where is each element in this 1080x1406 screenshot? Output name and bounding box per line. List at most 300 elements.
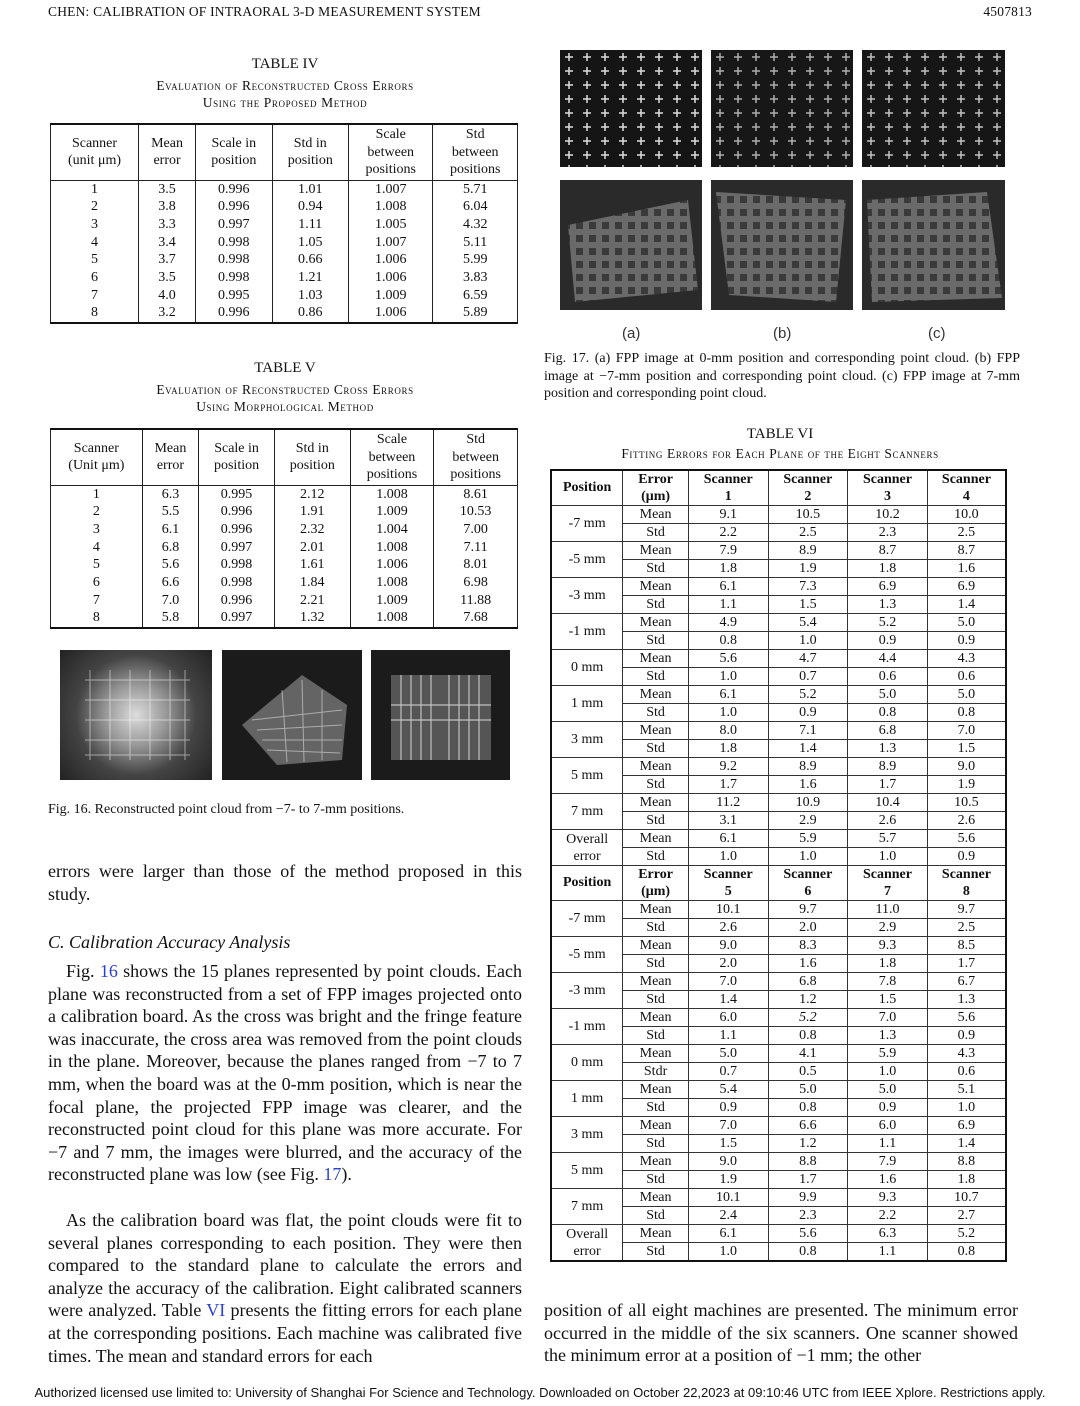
table-cell: 0.998 bbox=[199, 574, 275, 592]
table-cell: 1 bbox=[51, 180, 139, 198]
table-cell: 5.5 bbox=[142, 503, 199, 521]
table-cell: 5 bbox=[51, 556, 143, 574]
table-cell: 6.8 bbox=[768, 973, 848, 991]
table-cell: 1 bbox=[51, 485, 143, 503]
table-row bbox=[51, 251, 518, 269]
table-cell: 0.8 bbox=[927, 704, 1006, 722]
column-header-line: Std in bbox=[293, 135, 327, 151]
table-cell: 1.3 bbox=[848, 1027, 928, 1045]
scanner-header bbox=[848, 866, 928, 901]
table-cell: 11.0 bbox=[848, 901, 928, 919]
table-cell: 1.1 bbox=[688, 1027, 768, 1045]
table-cell: 8.9 bbox=[768, 758, 848, 776]
table-cell: 2.12 bbox=[274, 485, 350, 503]
fig17-caption: Fig. 17. (a) FPP image at 0-mm position and corresponding point cloud. (b) FPP image at −7-mm position and corresponding point cloud. (c) FPP image at 7-mm position and corresponding point cloud. bbox=[544, 351, 1020, 401]
table-cell: 5.2 bbox=[848, 614, 928, 632]
stat-label-cell: Std bbox=[623, 1243, 689, 1262]
table-cell: 8.9 bbox=[768, 542, 848, 560]
table-cell: 1.2 bbox=[768, 1135, 848, 1153]
table-cell: 6.8 bbox=[848, 722, 928, 740]
column-header-line: Std bbox=[465, 127, 485, 142]
column-header-line: between bbox=[367, 144, 415, 160]
stat-label-cell: Mean bbox=[623, 794, 689, 812]
stat-label-cell: Std bbox=[623, 848, 689, 866]
table-cell: 0.7 bbox=[688, 1063, 768, 1081]
position-cell: -1 mm bbox=[551, 1009, 623, 1045]
table-cell: 9.9 bbox=[768, 1189, 848, 1207]
column-header-line: position bbox=[289, 458, 335, 474]
table-cell: 7 bbox=[51, 592, 143, 610]
stat-label-cell: Mean bbox=[623, 542, 689, 560]
table-cell: 8.8 bbox=[927, 1153, 1006, 1171]
table-cell: 1.84 bbox=[274, 574, 350, 592]
position-cell: 5 mm bbox=[551, 758, 623, 794]
column-header-line: positions bbox=[449, 162, 501, 177]
table-row bbox=[51, 234, 518, 252]
table-cell: 6.8 bbox=[142, 539, 199, 557]
table-cell: 0.6 bbox=[848, 668, 928, 686]
table-cell: 5.7 bbox=[848, 830, 928, 848]
error-header bbox=[623, 470, 689, 506]
stat-label-cell: Std bbox=[623, 668, 689, 686]
table-cell: 1.6 bbox=[848, 1171, 928, 1189]
table-cell: 1.007 bbox=[349, 234, 433, 252]
table-cell: 6.3 bbox=[848, 1225, 928, 1243]
table-row bbox=[51, 485, 518, 503]
table-cell: 1.0 bbox=[848, 848, 928, 866]
table-cell: 1.009 bbox=[350, 592, 434, 610]
table-cell: 10.5 bbox=[927, 794, 1006, 812]
table-cell: 5.89 bbox=[433, 304, 518, 323]
table-cell: 1.21 bbox=[272, 269, 348, 287]
table6-subtitle: Fitting Errors for Each Plane of the Eight Scanners bbox=[621, 446, 939, 461]
table5-subtitle-1: Evaluation of Reconstructed Cross Errors bbox=[156, 382, 414, 397]
stat-label-cell: Mean bbox=[623, 901, 689, 919]
fig17-reference-link[interactable]: 17 bbox=[323, 1164, 342, 1185]
table-cell: 6.1 bbox=[688, 1225, 768, 1243]
fig17a-fpp-image bbox=[560, 50, 702, 167]
table-cell: 2 bbox=[51, 198, 139, 216]
table-cell: 5.6 bbox=[688, 650, 768, 668]
table-cell: 5.0 bbox=[768, 1081, 848, 1099]
table-cell: 5.6 bbox=[768, 1225, 848, 1243]
table-row bbox=[51, 503, 518, 521]
table-cell: 4.3 bbox=[927, 650, 1006, 668]
table-row bbox=[51, 269, 518, 287]
table-row bbox=[551, 901, 1006, 919]
stat-label-cell: Std bbox=[623, 740, 689, 758]
stat-label-cell: Mean bbox=[623, 937, 689, 955]
stat-label-cell: Mean bbox=[623, 830, 689, 848]
column-header bbox=[349, 124, 433, 180]
table-row bbox=[51, 198, 518, 216]
stat-label-cell: Std bbox=[623, 1027, 689, 1045]
table-cell: 6.6 bbox=[768, 1117, 848, 1135]
error-header bbox=[623, 866, 689, 901]
position-header: Position bbox=[551, 470, 623, 506]
table-cell: 1.4 bbox=[688, 991, 768, 1009]
table-cell: 5.0 bbox=[927, 686, 1006, 704]
table-cell: 0.8 bbox=[768, 1099, 848, 1117]
table-cell: 3.3 bbox=[139, 216, 196, 234]
table-cell: 5.4 bbox=[688, 1081, 768, 1099]
table-cell: 3.8 bbox=[139, 198, 196, 216]
stat-label-cell: Std bbox=[623, 1135, 689, 1153]
table-cell: 6.9 bbox=[927, 578, 1006, 596]
scanner-header bbox=[927, 866, 1006, 901]
table-cell: 1.8 bbox=[688, 740, 768, 758]
table-cell: 6.04 bbox=[433, 198, 518, 216]
table-cell: 1.0 bbox=[768, 848, 848, 866]
table-cell: 0.996 bbox=[199, 503, 275, 521]
table4-title: TABLE IV bbox=[251, 56, 319, 72]
table-row bbox=[551, 1189, 1006, 1207]
column-header-line: Mean bbox=[151, 135, 183, 151]
table-cell: 1.32 bbox=[274, 609, 350, 628]
fig16-image-front-view bbox=[60, 650, 212, 780]
table-cell: 0.8 bbox=[927, 1243, 1006, 1262]
table-cell: 0.995 bbox=[199, 485, 275, 503]
column-header-line: Mean bbox=[154, 440, 187, 456]
table-cell: 1.1 bbox=[848, 1135, 928, 1153]
table-cell: 9.3 bbox=[848, 1189, 928, 1207]
table-cell: 1.11 bbox=[272, 216, 348, 234]
column-header-line: (unit μm) bbox=[68, 153, 121, 169]
table-cell: 1.008 bbox=[350, 574, 434, 592]
column-header-line: positions bbox=[365, 162, 417, 177]
table-cell: 1.006 bbox=[349, 304, 433, 323]
column-header-line: Scale bbox=[375, 127, 406, 142]
scanner-header-line: 6 bbox=[804, 884, 812, 899]
table-row bbox=[51, 574, 518, 592]
stat-label-cell: Std bbox=[623, 812, 689, 830]
column-header-line: Scanner bbox=[73, 440, 119, 456]
table-cell: 5.1 bbox=[927, 1081, 1006, 1099]
table-cell: 5.11 bbox=[433, 234, 518, 252]
scanner-header-line: 2 bbox=[804, 489, 812, 504]
table-cell: 5 bbox=[51, 251, 139, 269]
table-cell: 1.0 bbox=[688, 848, 768, 866]
position-cell: Overall error bbox=[551, 1225, 623, 1262]
table-cell: 0.9 bbox=[927, 848, 1006, 866]
column-header-line: position bbox=[213, 458, 260, 474]
scanner-header bbox=[768, 470, 848, 506]
stat-label-cell: Std bbox=[623, 919, 689, 937]
stat-label-cell: Mean bbox=[623, 1189, 689, 1207]
fig17a-point-cloud bbox=[560, 180, 702, 310]
position-cell: 0 mm bbox=[551, 650, 623, 686]
table-cell: 9.0 bbox=[688, 937, 768, 955]
table-cell: 3.5 bbox=[139, 180, 196, 198]
table-cell: 0.998 bbox=[199, 556, 275, 574]
table-cell: 6.7 bbox=[927, 973, 1006, 991]
table-cell: 3.1 bbox=[688, 812, 768, 830]
table-cell: 5.2 bbox=[768, 1009, 848, 1027]
table-row bbox=[51, 304, 518, 323]
stat-label-cell: Std bbox=[623, 1099, 689, 1117]
table-cell: 2.32 bbox=[274, 521, 350, 539]
stat-label-cell: Mean bbox=[623, 1009, 689, 1027]
table-cell: 1.4 bbox=[768, 740, 848, 758]
position-cell: -7 mm bbox=[551, 506, 623, 542]
table-cell: 6.9 bbox=[848, 578, 928, 596]
column-header-line: between bbox=[452, 449, 499, 465]
position-cell: 5 mm bbox=[551, 1153, 623, 1189]
stat-label-cell: Mean bbox=[623, 758, 689, 776]
table-cell: 1.3 bbox=[848, 740, 928, 758]
fig17c-fpp-image bbox=[862, 50, 1005, 167]
column-header-line: between bbox=[368, 449, 416, 465]
column-header-line: Scale in bbox=[211, 135, 257, 151]
scanner-header-line: 5 bbox=[724, 884, 732, 899]
table-cell: 0.9 bbox=[927, 1027, 1006, 1045]
table-cell: 9.1 bbox=[688, 506, 768, 524]
table-cell: 2.5 bbox=[927, 524, 1006, 542]
table-cell: 4.3 bbox=[927, 1045, 1006, 1063]
table-cell: 1.5 bbox=[848, 991, 928, 1009]
scanner-header-line: 7 bbox=[883, 884, 891, 899]
table-cell: 0.6 bbox=[927, 1063, 1006, 1081]
table-row bbox=[551, 1153, 1006, 1171]
table-cell: 9.0 bbox=[688, 1153, 768, 1171]
scanner-header bbox=[688, 866, 768, 901]
table-cell: 0.998 bbox=[196, 269, 272, 287]
table-cell: 1.2 bbox=[768, 991, 848, 1009]
scanner-header-line: Scanner bbox=[862, 472, 912, 487]
table-cell: 7.0 bbox=[927, 722, 1006, 740]
table-cell: 8.5 bbox=[927, 937, 1006, 955]
page-number: 4507813 bbox=[983, 4, 1032, 19]
table-cell: 8.0 bbox=[688, 722, 768, 740]
table-row bbox=[551, 614, 1006, 632]
table-cell: 5.6 bbox=[927, 830, 1006, 848]
table-cell: 1.5 bbox=[688, 1135, 768, 1153]
table-cell: 3 bbox=[51, 521, 143, 539]
table-row bbox=[551, 578, 1006, 596]
table-cell: 0.8 bbox=[848, 704, 928, 722]
table-cell: 6.1 bbox=[142, 521, 199, 539]
table-cell: 1.7 bbox=[848, 776, 928, 794]
position-cell: -3 mm bbox=[551, 578, 623, 614]
table-cell: 1.8 bbox=[688, 560, 768, 578]
column-header bbox=[51, 124, 139, 180]
license-footer: Authorized licensed use limited to: University of Shanghai For Science and Technology. Downloaded on October 22,2023 at 09:10:46 UTC from IEEE Xplore. Restrictions apply. bbox=[34, 1385, 1046, 1400]
scanner-header-line: 4 bbox=[962, 489, 970, 504]
table-cell: 1.4 bbox=[927, 596, 1006, 614]
table-cell: 9.2 bbox=[688, 758, 768, 776]
column-header-line: positions bbox=[366, 467, 418, 482]
table-cell: 0.997 bbox=[196, 216, 272, 234]
fig16-reference-link[interactable]: 16 bbox=[99, 961, 118, 981]
table-cell: 0.86 bbox=[272, 304, 348, 323]
column-header-line: Scale in bbox=[214, 440, 259, 456]
table-cell: 2 bbox=[51, 503, 143, 521]
column-header-line: Std bbox=[466, 432, 485, 447]
table-cell: 1.6 bbox=[927, 560, 1006, 578]
table-cell: 2.9 bbox=[848, 919, 928, 937]
table-cell: 9.0 bbox=[927, 758, 1006, 776]
scanner-header-line: Scanner bbox=[703, 867, 753, 882]
table-cell: 2.2 bbox=[688, 524, 768, 542]
table-cell: 1.0 bbox=[688, 1243, 768, 1262]
table-cell: 6.59 bbox=[433, 287, 518, 305]
table-cell: 0.8 bbox=[688, 632, 768, 650]
table-cell: 2.7 bbox=[927, 1207, 1006, 1225]
table5 bbox=[50, 428, 518, 629]
stat-label-cell: Std bbox=[623, 1207, 689, 1225]
paragraph-2: As the calibration board was flat, the point clouds were fit to several planes corresponding to each position. They were then compared to the standard plane to calculate the errors and analyze the accuracy of the calibration. Eight calibrated scanners were analyzed. Table VI presents the fitting errors for each plane at the corresponding positions. Each machine was calibrated five times. The mean and standard errors for each bbox=[48, 1210, 522, 1366]
table-cell: 0.998 bbox=[196, 251, 272, 269]
table-cell: 5.2 bbox=[927, 1225, 1006, 1243]
column-header bbox=[142, 429, 199, 485]
table-row bbox=[51, 609, 518, 628]
table-cell: 2.3 bbox=[848, 524, 928, 542]
table-cell: 4 bbox=[51, 234, 139, 252]
stat-label-cell: Std bbox=[623, 1171, 689, 1189]
table-cell: 0.996 bbox=[196, 180, 272, 198]
stat-label-cell: Mean bbox=[623, 614, 689, 632]
table5-subtitle-2: Using Morphological Method bbox=[196, 399, 374, 414]
scanner-header bbox=[927, 470, 1006, 506]
error-header-line: (μm) bbox=[641, 489, 671, 504]
table-cell: 0.5 bbox=[768, 1063, 848, 1081]
table-cell: 1.91 bbox=[274, 503, 350, 521]
table6 bbox=[550, 469, 1007, 1262]
table-cell: 11.88 bbox=[434, 592, 518, 610]
table-cell: 8.7 bbox=[927, 542, 1006, 560]
table-cell: 8.3 bbox=[768, 937, 848, 955]
table-cell: 5.0 bbox=[927, 614, 1006, 632]
table-cell: 1.8 bbox=[927, 1171, 1006, 1189]
table-cell: 5.9 bbox=[768, 830, 848, 848]
table-cell: 1.006 bbox=[350, 556, 434, 574]
table-row bbox=[51, 287, 518, 305]
table-cell: 1.006 bbox=[349, 269, 433, 287]
running-header-title: CHEN: CALIBRATION OF INTRAORAL 3-D MEASUREMENT SYSTEM bbox=[48, 4, 481, 19]
table-cell: 1.009 bbox=[350, 503, 434, 521]
position-cell: 1 mm bbox=[551, 1081, 623, 1117]
table-cell: 5.99 bbox=[433, 251, 518, 269]
scanner-header-line: Scanner bbox=[783, 867, 833, 882]
table-cell: 8 bbox=[51, 609, 143, 628]
table-row bbox=[551, 542, 1006, 560]
column-header bbox=[51, 429, 143, 485]
stat-label-cell: Std bbox=[623, 596, 689, 614]
table-cell: 1.61 bbox=[274, 556, 350, 574]
table-cell: 5.9 bbox=[848, 1045, 928, 1063]
table-cell: 10.2 bbox=[848, 506, 928, 524]
section-heading: C. Calibration Accuracy Analysis bbox=[48, 932, 291, 952]
table-row bbox=[551, 722, 1006, 740]
fig17-label-c: (c) bbox=[928, 325, 946, 342]
table-cell: 10.5 bbox=[768, 506, 848, 524]
table-cell: 2.0 bbox=[768, 919, 848, 937]
table-row bbox=[51, 180, 518, 198]
table-cell: 6.9 bbox=[927, 1117, 1006, 1135]
table-cell: 1.03 bbox=[272, 287, 348, 305]
table-cell: 6.6 bbox=[142, 574, 199, 592]
table-cell: 2.3 bbox=[768, 1207, 848, 1225]
table-cell: 1.8 bbox=[848, 955, 928, 973]
table-cell: 0.996 bbox=[196, 304, 272, 323]
table-cell: 7.0 bbox=[688, 1117, 768, 1135]
table-cell: 6.3 bbox=[142, 485, 199, 503]
table-cell: 1.9 bbox=[927, 776, 1006, 794]
table-cell: 1.8 bbox=[848, 560, 928, 578]
table-cell: 7.9 bbox=[688, 542, 768, 560]
table-cell: 7.0 bbox=[848, 1009, 928, 1027]
position-cell: -5 mm bbox=[551, 542, 623, 578]
table-cell: 8.01 bbox=[434, 556, 518, 574]
table-cell: 7.1 bbox=[768, 722, 848, 740]
table-cell: 1.005 bbox=[349, 216, 433, 234]
stat-label-cell: Std bbox=[623, 991, 689, 1009]
table-cell: 2.2 bbox=[848, 1207, 928, 1225]
scanner-header-line: Scanner bbox=[941, 472, 991, 487]
stat-label-cell: Std bbox=[623, 704, 689, 722]
table-cell: 0.996 bbox=[199, 592, 275, 610]
table-cell: 0.996 bbox=[196, 198, 272, 216]
table-cell: 8.61 bbox=[434, 485, 518, 503]
scanner-header bbox=[688, 470, 768, 506]
table-cell: 1.4 bbox=[927, 1135, 1006, 1153]
table-row bbox=[551, 937, 1006, 955]
stat-label-cell: Mean bbox=[623, 1081, 689, 1099]
scanner-header bbox=[848, 470, 928, 506]
table-cell: 7.8 bbox=[848, 973, 928, 991]
table-cell: 1.007 bbox=[349, 180, 433, 198]
table-cell: 1.01 bbox=[272, 180, 348, 198]
table-cell: 1.009 bbox=[349, 287, 433, 305]
column-header-line: error bbox=[156, 458, 185, 474]
table-cell: 6.98 bbox=[434, 574, 518, 592]
table-row bbox=[551, 830, 1006, 848]
table-cell: 3.4 bbox=[139, 234, 196, 252]
table-cell: 1.0 bbox=[848, 1063, 928, 1081]
table-cell: 6.1 bbox=[688, 686, 768, 704]
table-cell: 7.68 bbox=[434, 609, 518, 628]
table6-reference-link[interactable]: VI bbox=[206, 1300, 226, 1321]
table5-title: TABLE V bbox=[254, 360, 316, 376]
fig17b-point-cloud bbox=[711, 180, 853, 310]
position-cell: 3 mm bbox=[551, 722, 623, 758]
scanner-header-line: Scanner bbox=[703, 472, 753, 487]
table-cell: 5.71 bbox=[433, 180, 518, 198]
fig17-label-a: (a) bbox=[622, 325, 641, 342]
table-cell: 1.0 bbox=[927, 1099, 1006, 1117]
scanner-header-line: 1 bbox=[724, 489, 732, 504]
column-header bbox=[139, 124, 196, 180]
column-header bbox=[272, 124, 348, 180]
table-cell: 1.9 bbox=[768, 560, 848, 578]
table-cell: 3.2 bbox=[139, 304, 196, 323]
table-cell: 0.9 bbox=[848, 1099, 928, 1117]
position-cell: -7 mm bbox=[551, 901, 623, 937]
error-header-line: Error bbox=[638, 472, 673, 487]
table-cell: 4.1 bbox=[768, 1045, 848, 1063]
position-cell: 3 mm bbox=[551, 1117, 623, 1153]
table-cell: 2.0 bbox=[688, 955, 768, 973]
table-cell: 7.00 bbox=[434, 521, 518, 539]
table-cell: 1.05 bbox=[272, 234, 348, 252]
table-cell: 1.3 bbox=[927, 991, 1006, 1009]
table-cell: 1.5 bbox=[927, 740, 1006, 758]
fig16-image-side-view bbox=[371, 650, 510, 780]
fig16-caption: Fig. 16. Reconstructed point cloud from −7- to 7-mm positions. bbox=[48, 802, 405, 817]
scanner-header-line: Scanner bbox=[783, 472, 833, 487]
table-cell: 0.9 bbox=[688, 1099, 768, 1117]
paragraph-1: Fig. 16 shows the 15 planes represented by point clouds. Each plane was reconstructed from a set of FPP images projected onto a calibration board. As the cross was bright and the fringe feature was inaccurate, the cross area was removed from the point clouds in the plane. Moreover, because the planes ranged from −7 to 7 mm, when the board was at the 0-mm position, which is near the focal plane, the projected FPP image was clearer, and the reconstructed point cloud for this plane was more accurate. For −7 and 7 mm, the images were blurred, and the accuracy of the reconstructed plane was low (see Fig. 17). bbox=[48, 961, 523, 1185]
